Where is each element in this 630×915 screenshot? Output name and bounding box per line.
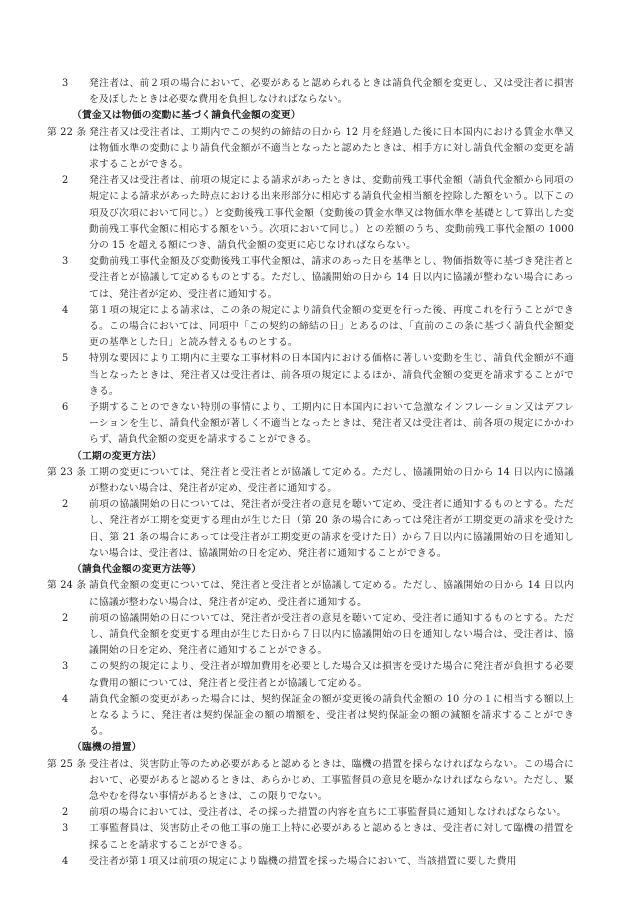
clause-paragraph <box>62 76 574 108</box>
article-paragraph <box>47 465 574 497</box>
clause-text: 受注者は、災害防止等のため必要があると認めるときは、臨機の措置を採らなければならない。この場合において、必要があると認めるときは、あらかじめ、工事監督員の意見を聴かなければならない。ただし、緊急やむを得ない事情があるときは、この限りでない。 <box>89 758 574 802</box>
clause-text: 前項の協議開始の日については、発注者が受注者の意見を聴いて定め、受注者に通知するものとする。ただし、請負代金額を変更する理由が生じた日から７日以内に協議開始の日を通知しない場合は、受注者は、協議開始の日を定め、発注者に通知することができる。 <box>89 612 574 657</box>
clause-text: 工期の変更については、発注者と受注者とが協議して定める。ただし、協議開始の日から 14 日以内に協議が整わない場合は、発注者が定め、受注者に通知する。 <box>89 466 574 495</box>
clause-number: 2 <box>62 612 69 624</box>
clause-number: 6 <box>62 402 69 414</box>
clause-paragraph <box>62 805 574 821</box>
section-heading: （賃金又は物価の変動に基づく請負代金額の変更） <box>72 110 301 122</box>
article-number: 第 24 条 <box>47 580 87 592</box>
clause-text: 請負代金額の変更があった場合には、契約保証金の額が変更後の請負代金額の 10 分の１に相当する額以上となるように、発注者は契約保証金の額の増額を、受注者は契約保証金の額の減額を請求することができる。 <box>89 693 574 738</box>
clause-number: 3 <box>62 823 69 835</box>
clause-number: 4 <box>62 304 69 316</box>
article-paragraph <box>47 757 574 806</box>
clause-paragraph <box>62 692 574 741</box>
clause-paragraph <box>62 497 574 562</box>
clause-text: 第１項の規定による請求は、この条の規定により請負代金額の変更を行った後、再度これを行うことができる。この場合においては、同項中「この契約の締結の日」とあるのは、「直前のこの条に基づく請負代金額変更の基準とした日」と読み替えるものとする。 <box>89 304 574 349</box>
clause-paragraph <box>62 400 574 449</box>
clause-text: この契約の規定により、受注者が増加費用を必要とした場合又は損害を受けた場合に発注者が負担する必要な費用の額については、発注者と受注者とが協議して定める。 <box>89 661 574 689</box>
clause-text: 発注者は、前２項の場合において、必要があると認められるときは請負代金額を変更し、又は受注者に損害を及ぼしたときは必要な費用を負担しなければならない。 <box>89 78 574 106</box>
article-number: 第 22 条 <box>47 126 87 138</box>
clause-number: 3 <box>62 256 69 268</box>
clause-number: 2 <box>62 807 69 819</box>
article-paragraph <box>47 125 574 174</box>
clause-paragraph <box>62 351 574 400</box>
clause-text: 発注者又は受注者は、前項の規定による請求があったときは、変動前残工事代金額（請負代金額から同項の規定による請求があった時点における出来形部分に相応する請負代金相当額を控除した額をいう。以下この項及び次項において同じ。）と変動後残工事代金額（変動後の賃金水準又は物価水準を基礎として算出した変動前残工事代金額に相応する額をいう。次項において同じ。）との差額のうち、変動前残工事代金額の 1000 分の 15 を超える額につき、請負代金額の変更に応じなければならない。 <box>89 175 574 252</box>
clause-text: 工事監督員は、災害防止その他工事の施工上特に必要があると認めるときは、受注者に対して臨機の措置を採ることを請求することができる。 <box>89 823 574 851</box>
clause-number: 2 <box>62 175 69 187</box>
clause-text: 受注者が第１項又は前項の規定により臨機の措置を採った場合において、当該措置に要した費用 <box>89 855 517 867</box>
clause-text: 前項の協議開始の日については、発注者が受注者の意見を聴いて定め、受注者に通知するものとする。ただし、発注者が工期を変更する理由が生じた日（第 20 条の場合にあっては発注者が工期変更の請求を受けた日、第 21 条の場合にあっては受注者が工期変更の請求を受けた日）から７日以内に協議開始の日を通知しない場合は、受注者は、協議開始の日を定め、発注者に通知することができる。 <box>89 499 574 559</box>
clause-number: 5 <box>62 353 69 365</box>
clause-text: 変動前残工事代金額及び変動後残工事代金額は、請求のあった日を基準とし、物価指数等に基づき発注者と受注者とが協議して定めるものとする。ただし、協議開始の日から 14 日以内に協議が整わない場合にあっては、発注者が定め、受注者に通知する。 <box>89 256 574 300</box>
clause-text: 請負代金額の変更については、発注者と受注者とが協議して定める。ただし、協議開始の日から 14 日以内に協議が整わない場合は、発注者が定め、受注者に通知する。 <box>89 580 574 608</box>
clause-paragraph <box>62 173 574 254</box>
clause-text: 予期することのできない特別の事情により、工期内に日本国内において急激なインフレーション又はデフレーションを生じ、請負代金額が著しく不適当となったときは、発注者又は受注者は、前各項の規定にかかわらず、請負代金額の変更を請求することができる。 <box>89 402 574 446</box>
article-paragraph <box>47 578 574 610</box>
section-heading: （請負代金額の変更方法等） <box>72 564 202 576</box>
section-heading: （工期の変更方法） <box>72 450 162 462</box>
clause-paragraph <box>62 611 574 660</box>
section-heading: （臨機の措置） <box>72 742 142 754</box>
clause-number: 3 <box>62 78 69 89</box>
clause-text: 発注者又は受注者は、工期内でこの契約の締結の日から 12 月を経過した後に日本国内における賃金水準又は物価水準の変動により請負代金額が不適当となったと認めたときは、相手方に対し請負代金額の変更を請求することができる。 <box>89 126 574 171</box>
clause-paragraph <box>62 659 574 691</box>
clause-paragraph <box>62 303 574 352</box>
clause-paragraph <box>62 254 574 303</box>
article-number: 第 25 条 <box>47 758 87 770</box>
clause-number: 4 <box>62 855 69 867</box>
clause-paragraph <box>62 854 574 870</box>
clause-number: 4 <box>62 693 69 705</box>
article-number: 第 23 条 <box>47 466 87 478</box>
clause-number: 3 <box>62 661 69 673</box>
clause-number: 2 <box>62 499 69 511</box>
clause-text: 特別な要因により工期内に主要な工事材料の日本国内における価格に著しい変動を生じ、請負代金額が不適当となったときは、発注者又は受注者は、前各項の規定によるほか、請負代金額の変更を請求することができる。 <box>89 353 574 397</box>
clause-paragraph <box>62 821 574 853</box>
clause-text: 前項の場合においては、受注者は、その採った措置の内容を直ちに工事監督員に通知しなければならない。 <box>89 807 567 819</box>
